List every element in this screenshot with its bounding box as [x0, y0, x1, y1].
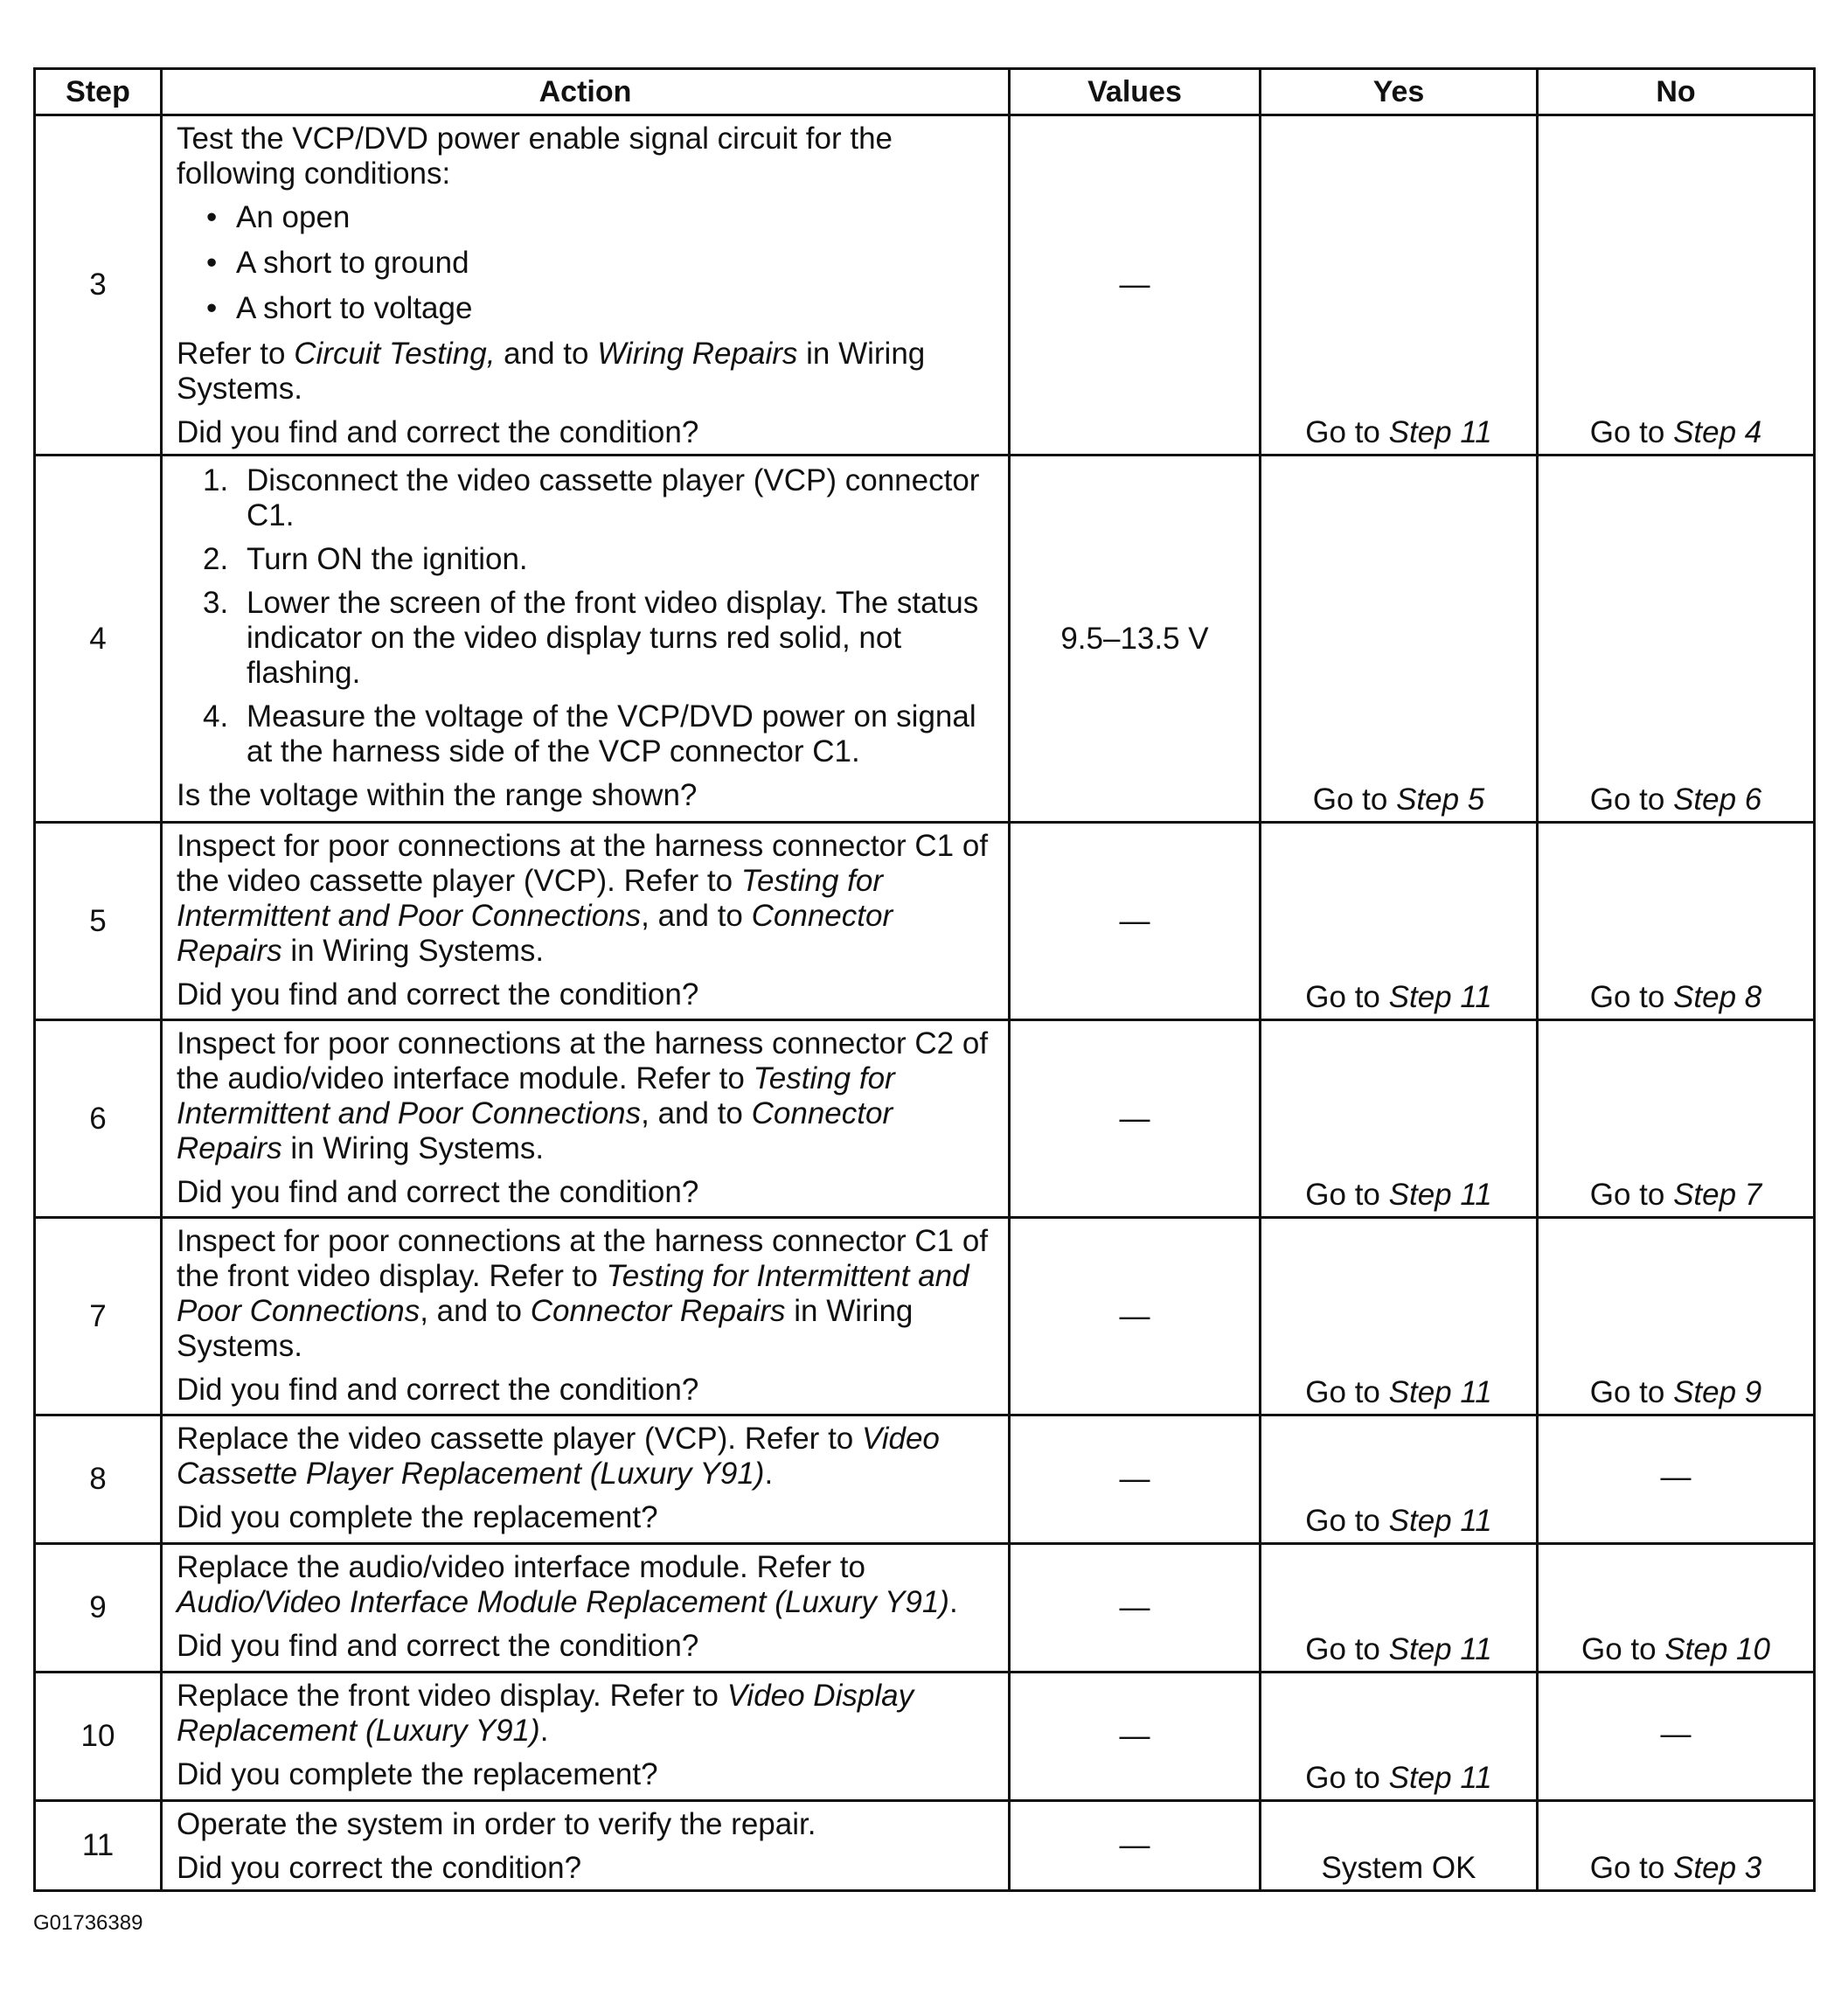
table-row-step-6: [35, 1020, 1815, 1218]
step-number: 3: [35, 115, 162, 456]
reference-link: Circuit Testing,: [294, 337, 496, 371]
header-yes: Yes: [1261, 69, 1538, 115]
action-question: Did you find and correct the condition?: [177, 415, 699, 449]
figure-id: G01736389: [33, 1911, 143, 1935]
step-reference: Step 11: [1388, 1504, 1492, 1538]
action-question: Did you find and correct the condition?: [177, 977, 699, 1012]
values-cell: 9.5–13.5 V: [1010, 456, 1261, 823]
step-reference: Step 5: [1396, 782, 1485, 817]
reference-link: Audio/Video Interface Module Replacement (Luxury Y91): [177, 1585, 949, 1619]
values-cell: —: [1010, 1801, 1261, 1891]
list-item: • A short to voltage: [177, 291, 999, 326]
reference-link: Testing for Intermittent and Poor Connections: [177, 1061, 895, 1130]
procedure-list: [177, 463, 999, 769]
yes-cell: System OK: [1261, 1801, 1538, 1891]
step-number: 5: [35, 823, 162, 1020]
action-text: Replace the audio/video interface module. Refer to Audio/Video Interface Module Replacement (Luxury Y91).: [177, 1550, 958, 1619]
list-item: • A short to ground: [177, 246, 999, 281]
reference-link: Wiring Repairs: [597, 337, 798, 371]
step-number: 8: [35, 1415, 162, 1544]
action-text: Inspect for poor connections at the harness connector C1 of the video cassette player (VCP). Refer to Testing for Intermittent and Poor Connections, and to Connector Repairs in Wiring Systems.: [177, 829, 989, 968]
list-item: 1. Disconnect the video cassette player (VCP) connector C1.: [203, 463, 980, 532]
step-number: 7: [35, 1218, 162, 1415]
values-cell: —: [1010, 1218, 1261, 1415]
yes-cell: Go to Step 11: [1261, 1673, 1538, 1801]
action-cell: [162, 1218, 1010, 1415]
step-reference: Step 10: [1664, 1632, 1770, 1666]
action-intro: Test the VCP/DVD power enable signal circuit for the following conditions:: [177, 122, 893, 191]
values-cell: —: [1010, 1673, 1261, 1801]
action-question: Did you complete the replacement?: [177, 1757, 658, 1791]
step-number: 11: [35, 1801, 162, 1891]
step-reference: Step 11: [1388, 1375, 1492, 1409]
action-cell: [162, 1544, 1010, 1673]
step-reference: Step 9: [1673, 1375, 1762, 1409]
step-reference: Step 3: [1673, 1851, 1762, 1885]
action-cell: [162, 1020, 1010, 1218]
values-cell: —: [1010, 1544, 1261, 1673]
step-reference: Step 7: [1673, 1178, 1762, 1212]
action-question: Did you complete the replacement?: [177, 1500, 658, 1534]
action-reference: Refer to Circuit Testing, and to Wiring Repairs in Wiring Systems.: [177, 337, 926, 406]
action-cell: [162, 456, 1010, 823]
table-row-step-4: [35, 456, 1815, 823]
values-cell: —: [1010, 1415, 1261, 1544]
action-text: Operate the system in order to verify the repair.: [177, 1807, 816, 1841]
step-reference: Step 11: [1388, 1632, 1492, 1666]
step-reference: Step 11: [1388, 415, 1492, 449]
list-item: • An open: [177, 200, 999, 235]
no-cell: Go to Step 9: [1538, 1218, 1815, 1415]
yes-cell: Go to Step 5: [1261, 456, 1538, 823]
no-cell: —: [1538, 1415, 1815, 1544]
no-cell: Go to Step 6: [1538, 456, 1815, 823]
values-cell: —: [1010, 1020, 1261, 1218]
step-reference: Step 4: [1673, 415, 1762, 449]
no-cell: Go to Step 7: [1538, 1020, 1815, 1218]
values-cell: —: [1010, 115, 1261, 456]
list-item: 4. Measure the voltage of the VCP/DVD power on signal at the harness side of the VCP connector C1.: [203, 699, 976, 768]
yes-cell: Go to Step 11: [1261, 1415, 1538, 1544]
header-values: Values: [1010, 69, 1261, 115]
step-reference: Step 8: [1673, 980, 1762, 1014]
header-step: Step: [35, 69, 162, 115]
no-cell: Go to Step 8: [1538, 823, 1815, 1020]
action-question: Did you find and correct the condition?: [177, 1373, 699, 1407]
action-text: Inspect for poor connections at the harness connector C1 of the front video display. Refer to Testing for Intermittent and Poor Connections, and to Connector Repairs in Wiring Systems.: [177, 1224, 989, 1363]
table-row-step-10: [35, 1673, 1815, 1801]
step-reference: Step 6: [1673, 782, 1762, 817]
action-cell: [162, 1673, 1010, 1801]
table-row-step-3: [35, 115, 1815, 456]
no-cell: Go to Step 10: [1538, 1544, 1815, 1673]
yes-cell: Go to Step 11: [1261, 1218, 1538, 1415]
action-text: Replace the video cassette player (VCP). Refer to Video Cassette Player Replacement (Luxury Y91).: [177, 1422, 940, 1491]
step-number: 10: [35, 1673, 162, 1801]
action-cell: [162, 1415, 1010, 1544]
action-question: Did you correct the condition?: [177, 1851, 582, 1885]
condition-list: [177, 200, 999, 326]
yes-cell: Go to Step 11: [1261, 823, 1538, 1020]
header-row: [35, 69, 1815, 115]
header-no: No: [1538, 69, 1815, 115]
header-action: Action: [162, 69, 1010, 115]
action-cell: [162, 823, 1010, 1020]
reference-link: Video Display Replacement (Luxury Y91): [177, 1679, 914, 1748]
action-question: Did you find and correct the condition?: [177, 1175, 699, 1209]
reference-link: Connector Repairs: [530, 1294, 786, 1328]
reference-link: Connector Repairs: [177, 1096, 893, 1165]
table-row-step-9: [35, 1544, 1815, 1673]
action-question: Is the voltage within the range shown?: [177, 778, 698, 812]
diagnostic-table: [33, 67, 1816, 1892]
action-question: Did you find and correct the condition?: [177, 1629, 699, 1663]
values-cell: —: [1010, 823, 1261, 1020]
step-number: 6: [35, 1020, 162, 1218]
table-row-step-7: [35, 1218, 1815, 1415]
action-cell: [162, 115, 1010, 456]
yes-cell: Go to Step 11: [1261, 115, 1538, 456]
reference-link: Connector Repairs: [177, 899, 893, 968]
table-row-step-11: [35, 1801, 1815, 1891]
action-text: Inspect for poor connections at the harness connector C2 of the audio/video interface module. Refer to Testing for Intermittent and Poor Connections, and to Connector Repairs in Wiring Systems.: [177, 1026, 989, 1165]
reference-link: Testing for Intermittent and Poor Connections: [177, 864, 883, 933]
list-item: 3. Lower the screen of the front video display. The status indicator on the video display turns red solid, not flashing.: [203, 586, 979, 690]
action-cell: [162, 1801, 1010, 1891]
step-reference: Step 11: [1388, 1761, 1492, 1795]
reference-link: Video Cassette Player Replacement (Luxury Y91): [177, 1422, 940, 1491]
table-row-step-5: [35, 823, 1815, 1020]
no-cell: —: [1538, 1673, 1815, 1801]
no-cell: Go to Step 3: [1538, 1801, 1815, 1891]
step-reference: Step 11: [1388, 1178, 1492, 1212]
yes-cell: Go to Step 11: [1261, 1544, 1538, 1673]
yes-cell: Go to Step 11: [1261, 1020, 1538, 1218]
step-number: 4: [35, 456, 162, 823]
step-reference: Step 11: [1388, 980, 1492, 1014]
list-item: 2. Turn ON the ignition.: [203, 542, 528, 576]
action-text: Replace the front video display. Refer to Video Display Replacement (Luxury Y91).: [177, 1679, 914, 1748]
no-cell: Go to Step 4: [1538, 115, 1815, 456]
table-row-step-8: [35, 1415, 1815, 1544]
reference-link: Testing for Intermittent and Poor Connections: [177, 1259, 969, 1328]
step-number: 9: [35, 1544, 162, 1673]
